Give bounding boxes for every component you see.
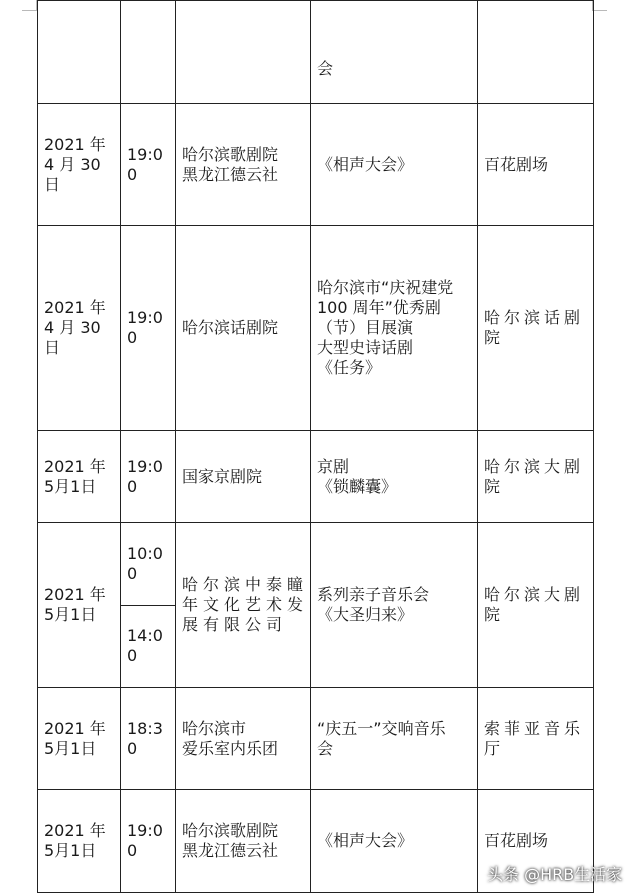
program-cell-line: “庆五一”交响音乐 bbox=[317, 718, 446, 738]
watermark-text: 头条 @HRB生活家 bbox=[487, 865, 623, 884]
program-cell bbox=[311, 226, 478, 431]
time-cell bbox=[121, 790, 176, 893]
program-cell bbox=[311, 1, 478, 104]
venue-cell-line: 厅 bbox=[484, 738, 505, 758]
organizer-cell bbox=[176, 431, 311, 523]
time-cell bbox=[121, 226, 176, 431]
time-cell-line: 19:0 bbox=[127, 308, 163, 327]
date-cell bbox=[38, 431, 121, 523]
time-cell bbox=[121, 688, 176, 790]
date-cell-line: 2021 年 bbox=[44, 298, 106, 317]
time-cell-line: 0 bbox=[127, 328, 138, 347]
organizer-cell-line: 国家京剧院 bbox=[182, 466, 263, 486]
venue-cell-line: 哈尔滨大剧 bbox=[484, 456, 585, 476]
time-cell bbox=[121, 523, 176, 606]
program-cell bbox=[311, 523, 478, 688]
organizer-cell-line: 黑龙江德云社 bbox=[182, 164, 279, 184]
organizer-cell-line: 哈尔滨话剧院 bbox=[182, 318, 279, 337]
organizer-cell bbox=[176, 790, 311, 893]
program-cell bbox=[311, 790, 478, 893]
venue-cell-line: 哈尔滨大剧 bbox=[484, 585, 585, 604]
organizer-cell-line: 哈尔滨歌剧院 bbox=[182, 821, 279, 840]
venue-cell bbox=[478, 431, 594, 523]
program-cell-line: 会 bbox=[317, 738, 334, 758]
venue-cell-line: 院 bbox=[484, 476, 505, 496]
time-cell bbox=[121, 431, 176, 523]
venue-cell-line: 索菲亚音乐 bbox=[484, 718, 585, 738]
table-row bbox=[38, 688, 594, 790]
table-row bbox=[38, 431, 594, 523]
date-cell bbox=[38, 104, 121, 226]
time-cell-line: 19:0 bbox=[127, 821, 163, 840]
date-cell-line: 2021 年 bbox=[44, 718, 106, 738]
organizer-cell-line: 黑龙江德云社 bbox=[182, 841, 279, 860]
program-cell-line: 大型史诗话剧 bbox=[317, 338, 414, 357]
date-cell-line: 2021 年 bbox=[44, 821, 106, 840]
time-cell-line: 0 bbox=[127, 164, 138, 184]
venue-cell bbox=[478, 523, 594, 688]
organizer-cell bbox=[176, 523, 311, 688]
date-cell-line: 日 bbox=[44, 338, 61, 357]
date-cell bbox=[38, 523, 121, 688]
organizer-cell-line: 展有限公司 bbox=[182, 615, 288, 634]
time-cell-line: 0 bbox=[127, 476, 138, 496]
program-cell-line: 《大圣归来》 bbox=[317, 605, 414, 624]
venue-cell bbox=[478, 688, 594, 790]
time-cell-line: 0 bbox=[127, 738, 138, 758]
organizer-cell bbox=[176, 226, 311, 431]
page-corner-mark-left bbox=[22, 0, 37, 11]
date-cell-line: 5月1日 bbox=[44, 476, 97, 496]
time-cell-line: 18:3 bbox=[127, 718, 163, 738]
program-cell bbox=[311, 104, 478, 226]
organizer-cell-line: 哈尔滨市 bbox=[182, 718, 247, 738]
date-cell-line: 2021 年 bbox=[44, 456, 106, 476]
table-row bbox=[38, 104, 594, 226]
venue-cell bbox=[478, 226, 594, 431]
date-cell bbox=[38, 1, 121, 104]
venue-cell-line: 百花剧场 bbox=[484, 831, 549, 850]
date-cell-line: 5月1日 bbox=[44, 841, 97, 860]
organizer-cell bbox=[176, 688, 311, 790]
program-cell bbox=[311, 431, 478, 523]
time-cell bbox=[121, 104, 176, 226]
program-cell-line: 《相声大会》 bbox=[317, 831, 414, 850]
date-cell-line: 2021 年 bbox=[44, 585, 106, 604]
organizer-cell bbox=[176, 104, 311, 226]
program-cell-line: 100 周年”优秀剧 bbox=[317, 298, 441, 317]
time-cell-line: 14:0 bbox=[127, 626, 163, 646]
time-cell-line: 0 bbox=[127, 841, 138, 860]
venue-cell-line: 院 bbox=[484, 328, 505, 347]
organizer-cell-line: 年文化艺术发 bbox=[182, 595, 309, 614]
table-row bbox=[38, 523, 594, 606]
program-cell-line: 《锁麟囊》 bbox=[317, 476, 398, 496]
organizer-cell-line: 哈尔滨中泰瞳 bbox=[182, 575, 309, 594]
time-cell bbox=[121, 605, 176, 688]
date-cell-line: 2021 年 bbox=[44, 134, 106, 154]
venue-cell-line: 哈尔滨话剧 bbox=[484, 308, 585, 327]
program-cell-line: 《相声大会》 bbox=[317, 154, 414, 174]
program-cell-line: 哈尔滨市“庆祝建党 bbox=[317, 278, 454, 297]
time-cell bbox=[121, 1, 176, 104]
date-cell bbox=[38, 688, 121, 790]
program-cell-line: 会 bbox=[317, 59, 334, 78]
date-cell-line: 日 bbox=[44, 174, 61, 194]
date-cell bbox=[38, 226, 121, 431]
date-cell-line: 5月1日 bbox=[44, 738, 97, 758]
program-cell bbox=[311, 688, 478, 790]
venue-cell bbox=[478, 104, 594, 226]
time-cell-line: 0 bbox=[127, 646, 138, 666]
organizer-cell-line: 哈尔滨歌剧院 bbox=[182, 144, 279, 164]
performance-schedule-table bbox=[37, 0, 594, 893]
venue-cell bbox=[478, 1, 594, 104]
venue-cell-line: 院 bbox=[484, 605, 505, 624]
page-corner-mark-right bbox=[592, 0, 607, 11]
date-cell-line: 5月1日 bbox=[44, 605, 97, 624]
date-cell-line: 4 月 30 bbox=[44, 318, 101, 337]
program-cell-line: 京剧 bbox=[317, 456, 350, 476]
table-row bbox=[38, 226, 594, 431]
time-cell-line: 19:0 bbox=[127, 144, 163, 164]
time-cell-line: 19:0 bbox=[127, 456, 163, 476]
organizer-cell-line: 爱乐室内乐团 bbox=[182, 738, 279, 758]
venue-cell-line: 百花剧场 bbox=[484, 154, 549, 174]
table-row bbox=[38, 1, 594, 104]
date-cell-line: 4 月 30 bbox=[44, 154, 101, 174]
date-cell bbox=[38, 790, 121, 893]
organizer-cell bbox=[176, 1, 311, 104]
time-cell-line: 10:0 bbox=[127, 543, 163, 563]
program-cell-line: 系列亲子音乐会 bbox=[317, 585, 430, 604]
time-cell-line: 0 bbox=[127, 563, 138, 583]
program-cell-line: 《任务》 bbox=[317, 358, 382, 377]
program-cell-line: （节）目展演 bbox=[317, 318, 414, 337]
